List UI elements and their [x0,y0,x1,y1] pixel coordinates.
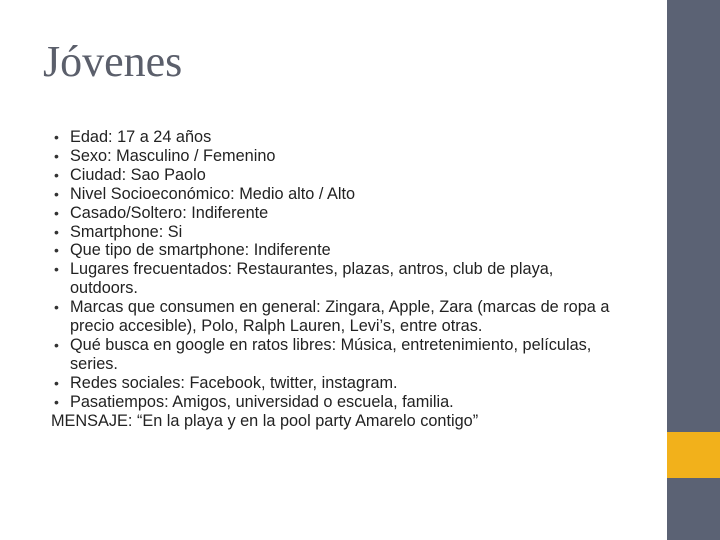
bullet-text: Nivel Socioeconómico: Medio alto / Alto [70,184,356,203]
bullet-text: Casado/Soltero: Indiferente [70,203,269,222]
sidebar-top-bar [667,0,720,432]
bullet-dot-icon: • [54,242,59,259]
accent-block [667,432,720,478]
bullet-item [52,204,618,223]
bullet-dot-icon: • [54,223,59,240]
bullet-item [52,166,618,185]
bullet-text: Ciudad: Sao Paolo [70,165,206,184]
bullet-item [52,298,618,336]
bullet-item [52,241,618,260]
bullet-dot-icon: • [54,204,59,221]
bullet-item [52,185,618,204]
bullet-text: Sexo: Masculino / Femenino [70,146,276,165]
bullet-text: Edad: 17 a 24 años [70,128,212,146]
bullet-dot-icon: • [54,336,59,353]
bullet-text: Marcas que consumen en general: Zingara, Apple, Zara (marcas de ropa a precio accesible), Polo, Ralph Lauren, Levi’s, entre otras. [70,298,610,336]
bullet-item [52,393,618,412]
bullet-item [52,223,618,242]
bullet-item [52,260,618,298]
bullet-text: Redes sociales: Facebook, twitter, instagram. [70,373,398,392]
bullet-dot-icon: • [54,147,59,164]
slide-body [52,128,618,431]
bullet-dot-icon: • [54,374,59,391]
bullet-dot-icon: • [54,166,59,183]
bullet-dot-icon: • [54,261,59,278]
bullet-text: Pasatiempos: Amigos, universidad o escuela, familia. [70,392,454,411]
bullet-text: Qué busca en google en ratos libres: Música, entretenimiento, películas, series. [70,335,592,373]
bullet-text: Lugares frecuentados: Restaurantes, plazas, antros, club de playa, outdoors. [70,260,554,298]
bullet-item [52,147,618,166]
bullet-list [52,128,618,412]
bullet-item [52,374,618,393]
slide-title: Jóvenes [43,37,183,86]
bullet-dot-icon: • [54,129,59,145]
message-line: MENSAJE: “En la playa y en la pool party Amarelo contigo” [51,411,479,430]
sidebar-bottom-bar [667,478,720,540]
bullet-text: Que tipo de smartphone: Indiferente [70,241,331,260]
bullet-dot-icon: • [54,299,59,316]
bullet-item [52,336,618,374]
bullet-item [52,128,618,147]
bullet-dot-icon: • [54,393,59,410]
sidebar-decoration [667,0,720,540]
bullet-text: Smartphone: Si [70,222,183,241]
bullet-dot-icon: • [54,185,59,202]
